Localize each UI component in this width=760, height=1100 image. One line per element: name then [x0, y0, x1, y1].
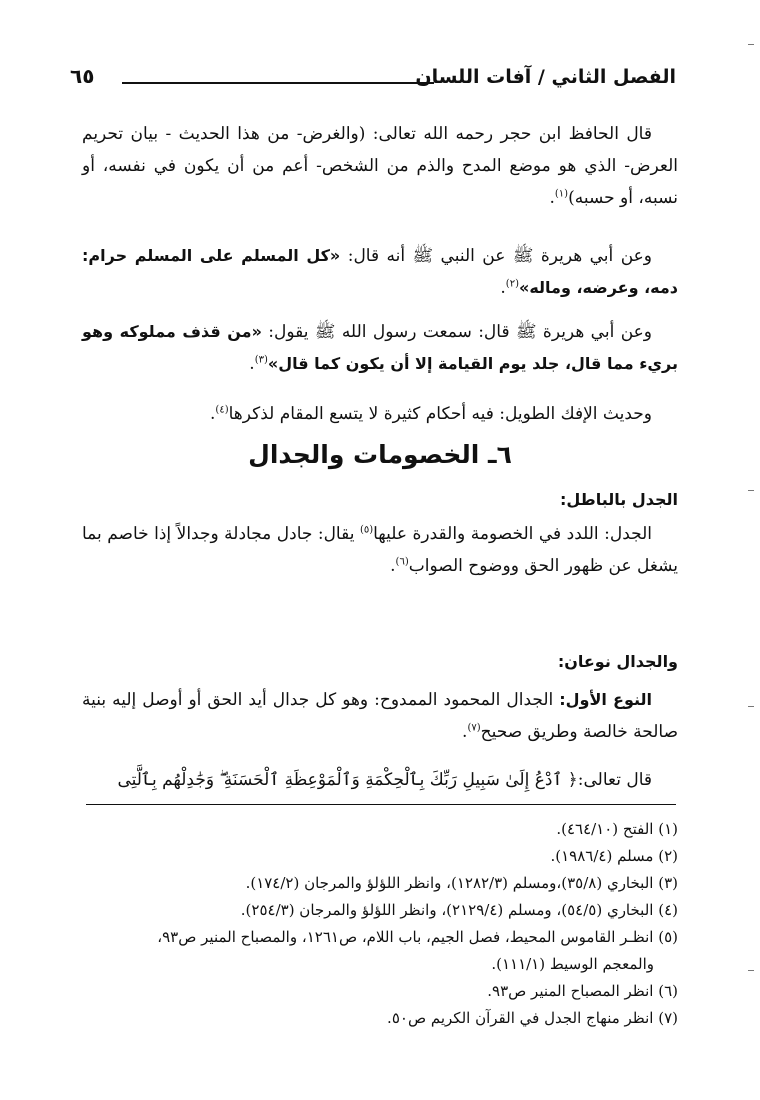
paragraph-1: قال الحافظ ابن حجر رحمه الله تعالى: (والغرض- من هذا الحديث - بيان تحريم العرض- الذي هو موضع المدح والذم من الشخص- أعم من أن يكون في نفسه، أو نسبه، أو حسبه)$^{(١)}$.	[82, 124, 678, 208]
paragraph-block-1	[82, 118, 678, 214]
footnote-item: (٣) البخاري (٣٥/٨)،ومسلم (١٢٨٢/٣)، وانظر اللؤلؤ والمرجان (١٧٤/٢).	[245, 874, 678, 892]
scan-edge-mark	[748, 490, 754, 491]
footnote-item-continuation: والمعجم الوسيط (١١١/١).	[491, 955, 654, 973]
sub-heading-false-argument: الجدل بالباطل:	[559, 490, 678, 509]
hadith-quote: «كل المسلم على المسلم حرام: دمه، وعرضه، وماله»	[82, 246, 678, 297]
footnote-ref[interactable]: (٦)	[395, 556, 409, 568]
footnote-ref[interactable]: (٣)	[254, 354, 268, 366]
footnote-item: (٢) مسلم (١٩٨٦/٤).	[550, 847, 678, 865]
section-title: ٦ـ الخصومات والجدال	[248, 440, 512, 469]
paragraph-2: وعن أبي هريرة ﷺ عن النبي ﷺ أنه قال: «كل المسلم على المسلم حرام: دمه، وعرضه، وماله»$^{(٢)}$.	[82, 246, 678, 298]
footnote-item: (٥) انظـر القاموس المحيط، فصل الجيم، باب اللام، ص١٢٦١، والمصباح المنير ص٩٣،	[157, 928, 678, 946]
footnote-ref[interactable]: (١)	[554, 188, 569, 200]
chapter-title: الفصل الثاني / آفات اللسان	[415, 66, 676, 88]
scan-edge-mark	[748, 970, 754, 971]
footnote-ref[interactable]: (٥)	[359, 524, 374, 536]
paragraph-block-2	[82, 240, 678, 304]
scan-edge-mark	[748, 706, 754, 707]
type-label: النوع الأول:	[559, 690, 652, 709]
paragraph-block-5	[82, 518, 678, 582]
paragraph-6: النوع الأول: الجدال المحمود الممدوح: وهو كل جدال أيد الحق أو أوصل إليه بنية صالحة خالصة وطريق صحيح$^{(٧)}$.	[82, 690, 678, 742]
footnote-item: (٧) انظر منهاج الجدل في القرآن الكريم ص٥٠.	[387, 1009, 678, 1027]
paragraph-4: وحديث الإفك الطويل: فيه أحكام كثيرة لا يتسع المقام لذكرها$^{(٤)}$.	[210, 404, 652, 424]
page-number: ٦٥	[70, 64, 95, 88]
paragraph-3: وعن أبي هريرة ﷺ قال: سمعت رسول الله ﷺ يقول: «من قذف مملوكه وهو بريء مما قال، جلد يوم القيامة إلا أن يكون كما قال»$^{(٣)}$.	[82, 322, 678, 374]
footnote-item: (١) الفتح (٤٦٤/١٠).	[556, 820, 678, 838]
paragraph-block-4	[82, 398, 678, 430]
header-rule	[122, 82, 434, 84]
paragraph-block-7	[82, 764, 678, 796]
paragraph-block-3	[82, 316, 678, 380]
footnote-item: (٤) البخاري (٥٤/٥)، ومسلم (٢١٢٩/٤)، وانظر اللؤلؤ والمرجان (٢٥٤/٣).	[240, 901, 678, 919]
paragraph-5: الجدل: اللدد في الخصومة والقدرة عليها$^{(٥)}$ يقال: جادل مجادلة وجدالاً إذا خاصم بما يشغل عن ظهور الحق ووضوح الصواب$^{(٦)}$.	[82, 524, 678, 576]
hadith-quote: «من قذف مملوكه وهو بريء مما قال، جلد يوم القيامة إلا أن يكون كما قال»	[82, 322, 678, 373]
scan-edge-mark	[748, 44, 754, 45]
footnote-ref[interactable]: (٧)	[467, 722, 481, 734]
page-header	[70, 58, 676, 98]
footnote-ref[interactable]: (٤)	[215, 404, 229, 416]
paragraph-block-6	[82, 684, 678, 748]
sub-heading-argument-types: والجدال نوعان:	[557, 652, 678, 671]
footnote-ref[interactable]: (٢)	[505, 278, 519, 290]
footnote-separator	[86, 804, 676, 805]
footnote-item: (٦) انظر المصباح المنير ص٩٣.	[487, 982, 678, 1000]
quran-verse: قال تعالى:﴿ ٱدْعُ إِلَىٰ سَبِيلِ رَبِّكَ بِٱلْحِكْمَةِ وَٱلْمَوْعِظَةِ ٱلْحَسَنَةِ ۖ وَجَٰدِلْهُم بِٱلَّتِى	[117, 770, 652, 790]
footnotes	[78, 816, 678, 1032]
